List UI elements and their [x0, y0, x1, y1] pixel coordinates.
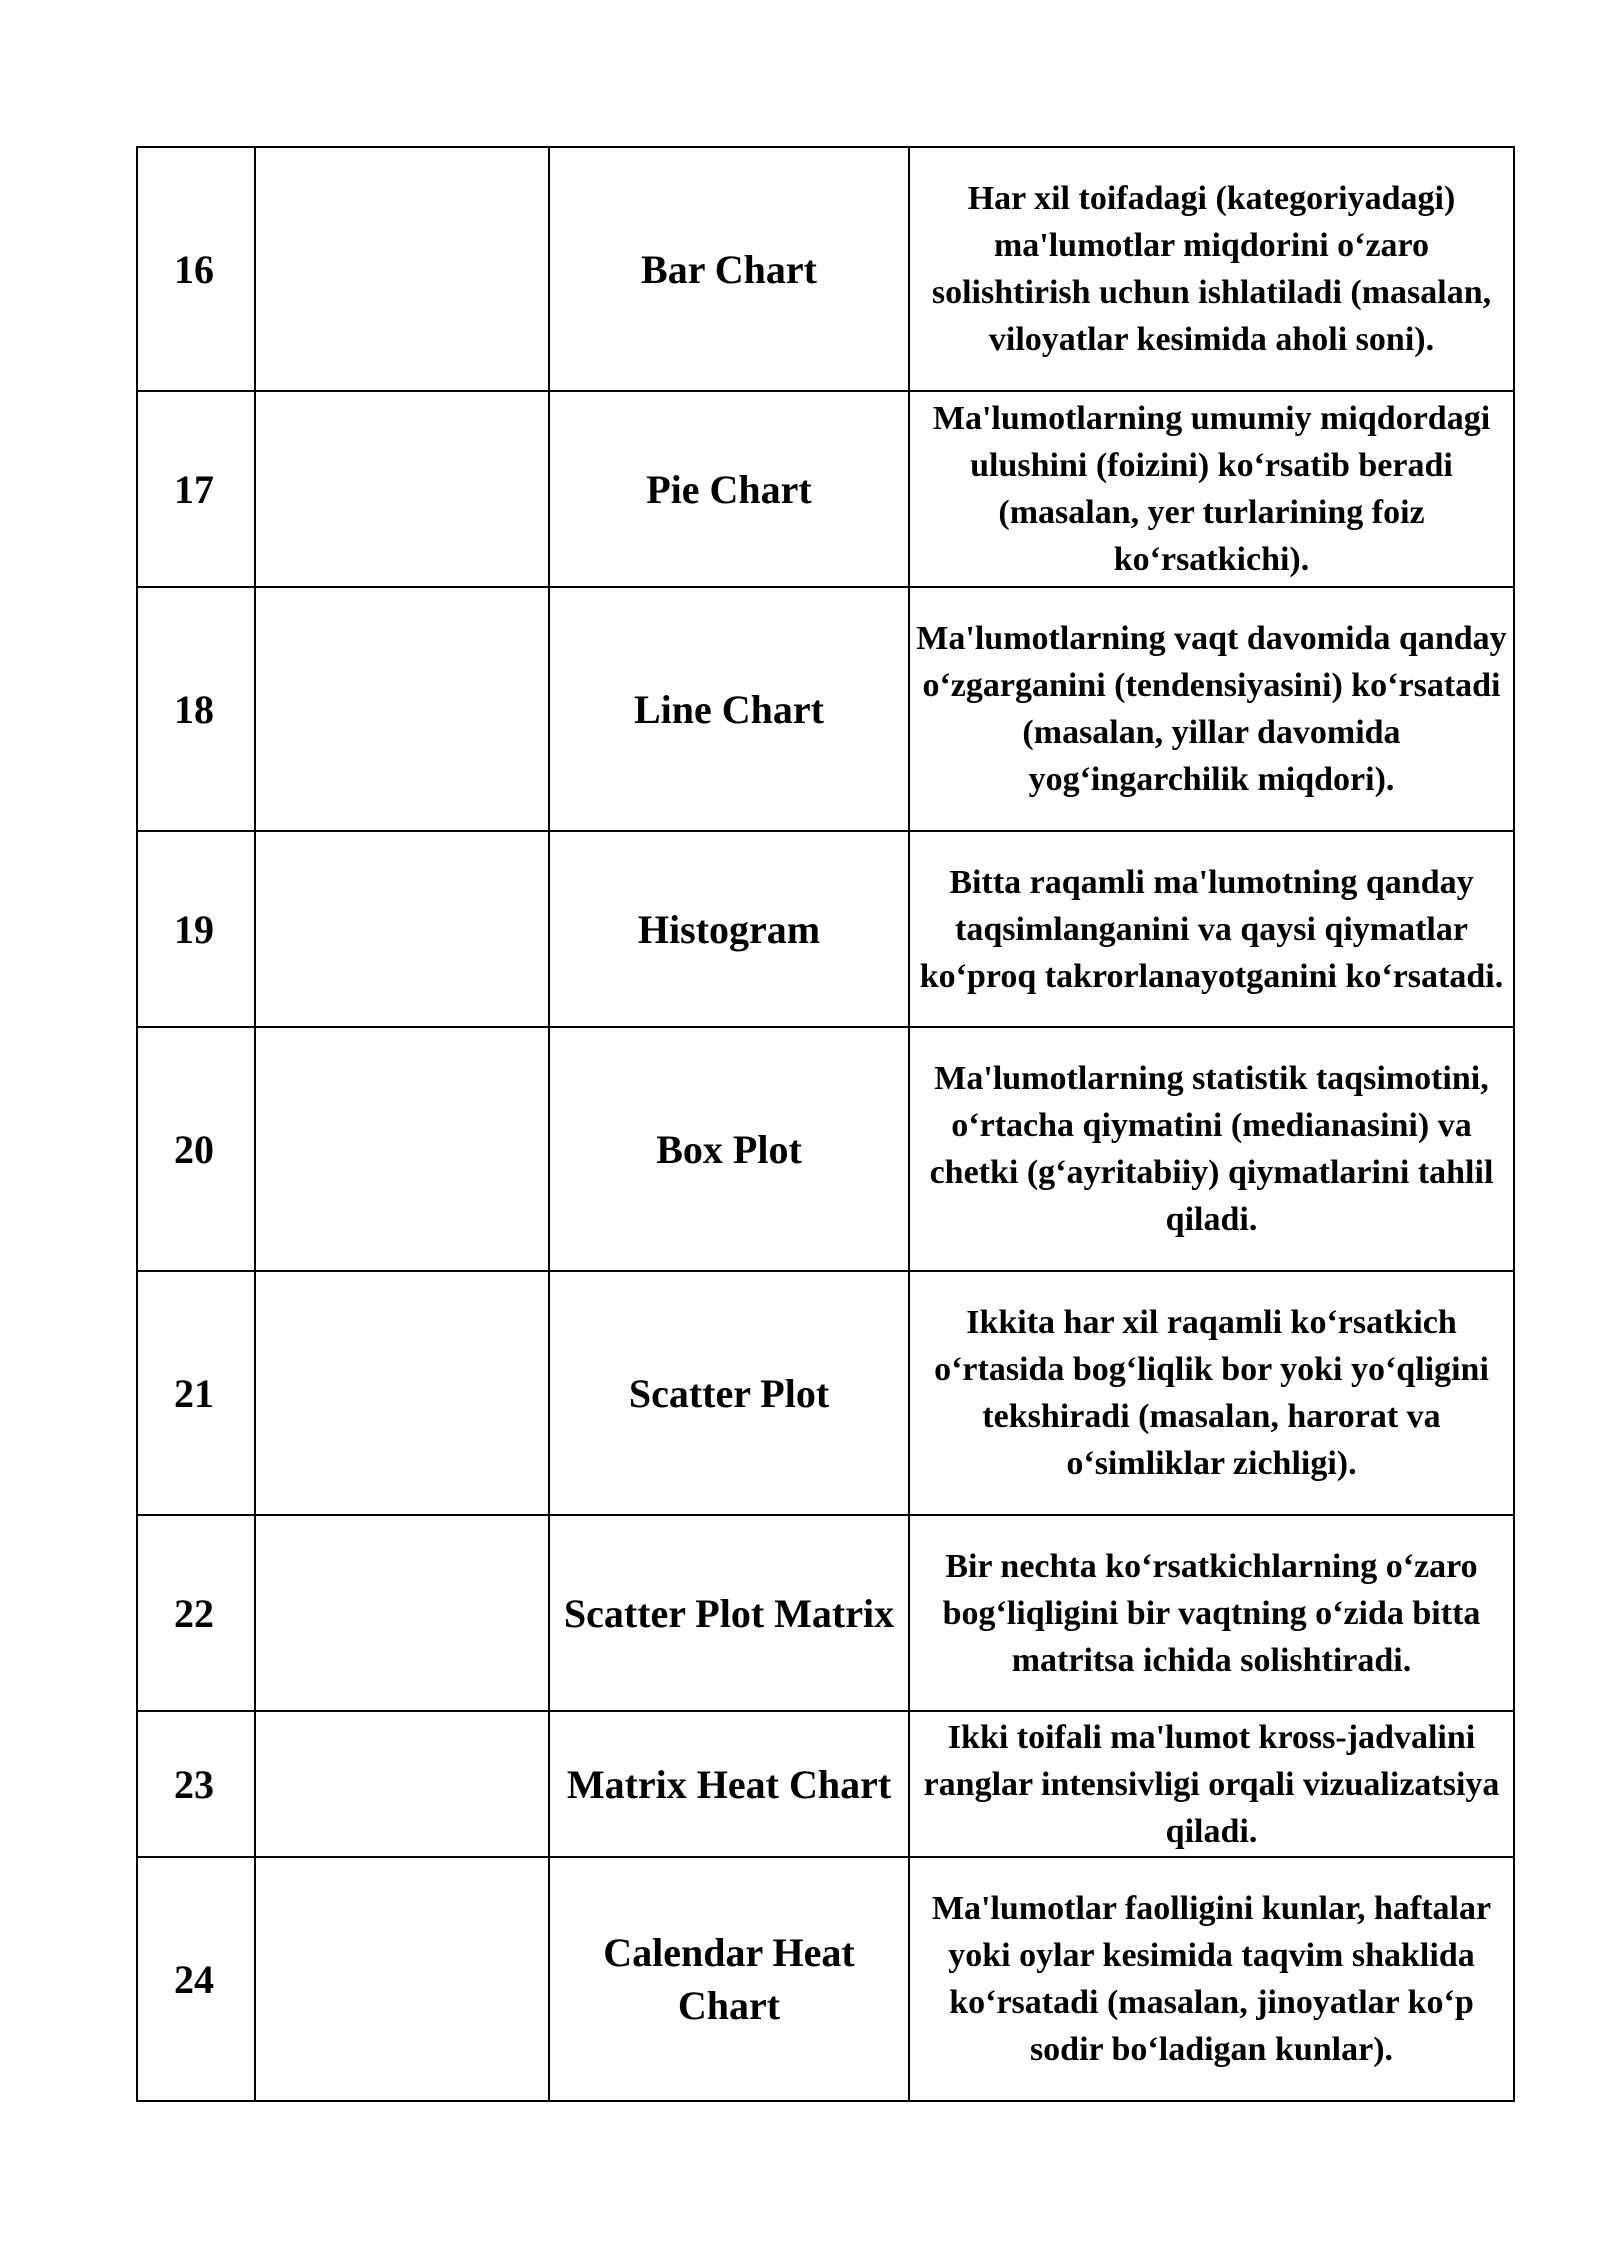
table-row: [137, 1711, 1514, 1857]
row-number: 21: [137, 1271, 255, 1515]
row-number: 24: [137, 1857, 255, 2101]
chart-type-name: Calendar Heat Chart: [549, 1857, 909, 2101]
chart-type-name: Line Chart: [549, 587, 909, 831]
table-row: [137, 1857, 1514, 2101]
table-row: [137, 1271, 1514, 1515]
chart-types-table: [136, 146, 1515, 2102]
chart-type-name: Matrix Heat Chart: [549, 1711, 909, 1857]
row-number: 16: [137, 147, 255, 391]
empty-cell: [255, 1857, 549, 2101]
row-number: 22: [137, 1515, 255, 1711]
row-number: 17: [137, 391, 255, 587]
chart-type-description: Bitta raqamli ma'lumotning qanday taqsimlanganini va qaysi qiymatlar ko‘proq takrorlanayotganini ko‘rsatadi.: [909, 831, 1514, 1027]
empty-cell: [255, 147, 549, 391]
chart-type-description: Ikkita har xil raqamli ko‘rsatkich o‘rtasida bog‘liqlik bor yoki yo‘qligini tekshiradi (masalan, harorat va o‘simliklar zichligi).: [909, 1271, 1514, 1515]
chart-type-description: Ma'lumotlarning umumiy miqdordagi ulushini (foizini) ko‘rsatib beradi (masalan, yer turlarining foiz ko‘rsatkichi).: [909, 391, 1514, 587]
empty-cell: [255, 1711, 549, 1857]
empty-cell: [255, 831, 549, 1027]
chart-type-name: Scatter Plot Matrix: [549, 1515, 909, 1711]
chart-type-description: Bir nechta ko‘rsatkichlarning o‘zaro bog‘liqligini bir vaqtning o‘zida bitta matritsa ichida solishtiradi.: [909, 1515, 1514, 1711]
row-number: 23: [137, 1711, 255, 1857]
table-row: [137, 587, 1514, 831]
chart-type-name: Histogram: [549, 831, 909, 1027]
chart-type-name: Bar Chart: [549, 147, 909, 391]
chart-type-description: Ma'lumotlarning vaqt davomida qanday o‘zgarganini (tendensiyasini) ko‘rsatadi (masalan, yillar davomida yog‘ingarchilik miqdori).: [909, 587, 1514, 831]
chart-type-description: Ikki toifali ma'lumot kross-jadvalini ranglar intensivligi orqali vizualizatsiya qiladi.: [909, 1711, 1514, 1857]
table-row: [137, 1027, 1514, 1271]
row-number: 20: [137, 1027, 255, 1271]
table-row: [137, 147, 1514, 391]
table-row: [137, 831, 1514, 1027]
chart-type-name: Box Plot: [549, 1027, 909, 1271]
table-row: [137, 1515, 1514, 1711]
empty-cell: [255, 1515, 549, 1711]
chart-type-description: Ma'lumotlarning statistik taqsimotini, o‘rtacha qiymatini (medianasini) va chetki (g‘ayritabiiy) qiymatlarini tahlil qiladi.: [909, 1027, 1514, 1271]
chart-type-name: Pie Chart: [549, 391, 909, 587]
chart-type-description: Har xil toifadagi (kategoriyadagi) ma'lumotlar miqdorini o‘zaro solishtirish uchun ishlatiladi (masalan, viloyatlar kesimida aholi soni).: [909, 147, 1514, 391]
empty-cell: [255, 587, 549, 831]
row-number: 18: [137, 587, 255, 831]
empty-cell: [255, 1271, 549, 1515]
row-number: 19: [137, 831, 255, 1027]
empty-cell: [255, 1027, 549, 1271]
empty-cell: [255, 391, 549, 587]
table-row: [137, 391, 1514, 587]
chart-type-name: Scatter Plot: [549, 1271, 909, 1515]
chart-type-description: Ma'lumotlar faolligini kunlar, haftalar yoki oylar kesimida taqvim shaklida ko‘rsatadi (masalan, jinoyatlar ko‘p sodir bo‘ladigan kunlar).: [909, 1857, 1514, 2101]
